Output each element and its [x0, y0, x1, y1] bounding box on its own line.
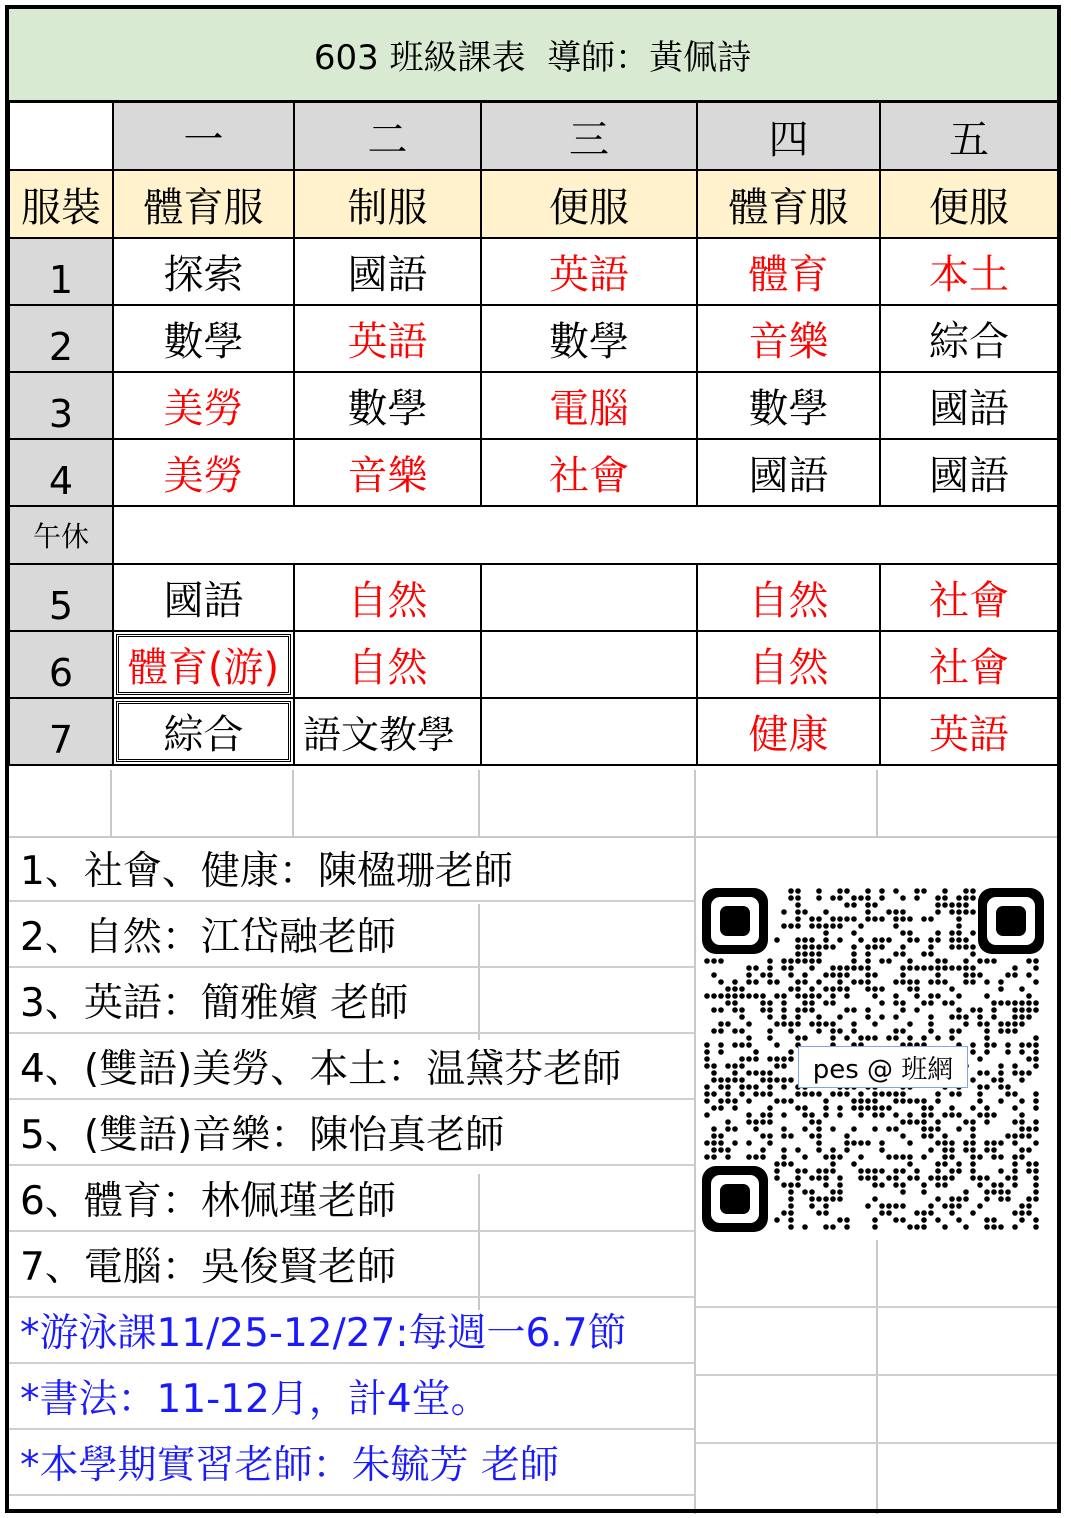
period-number: 5: [9, 564, 113, 631]
blank-spacer-row: [8, 770, 1057, 836]
note-line: 4、(雙語)美勞、本土：温黛芬老師: [8, 1034, 695, 1100]
class-cell: 語文教學: [294, 698, 481, 765]
class-cell: [481, 564, 697, 631]
attire-cell: 體育服: [113, 170, 294, 238]
note-line: 2、自然：江岱融老師: [8, 902, 695, 968]
class-cell: 社會: [880, 564, 1058, 631]
attire-label: 服裝: [9, 170, 113, 238]
class-cell: 自然: [697, 564, 880, 631]
period-number: 4: [9, 439, 113, 506]
note-line: 3、英語：簡雅嬪 老師: [8, 968, 695, 1034]
class-cell: 英語: [880, 698, 1058, 765]
day-header: 三: [481, 102, 697, 170]
class-cell: 音樂: [697, 305, 880, 372]
class-cell: 本土: [880, 238, 1058, 305]
class-cell: 體育(游): [113, 631, 294, 698]
class-cell: 社會: [880, 631, 1058, 698]
noon-label: 午休: [9, 506, 113, 564]
class-cell: 美勞: [113, 372, 294, 439]
class-cell: 數學: [481, 305, 697, 372]
class-cell: 綜合: [880, 305, 1058, 372]
period-number: 3: [9, 372, 113, 439]
day-header: 五: [880, 102, 1058, 170]
qr-label: pes @ 班網: [798, 1046, 968, 1088]
class-cell: 國語: [294, 238, 481, 305]
day-header: 一: [113, 102, 294, 170]
note-line: 6、體育：林佩瑾老師: [8, 1166, 695, 1232]
attire-cell: 制服: [294, 170, 481, 238]
period-number: 7: [9, 698, 113, 765]
noon-break-cell: [113, 506, 1058, 564]
period-number: 1: [9, 238, 113, 305]
class-cell: 自然: [294, 631, 481, 698]
class-cell: 國語: [880, 439, 1058, 506]
class-cell: [481, 631, 697, 698]
class-cell: 體育: [697, 238, 880, 305]
attire-cell: 便服: [481, 170, 697, 238]
note-line: *本學期實習老師：朱毓芳 老師: [8, 1430, 695, 1496]
teacher-notes: [8, 836, 695, 1496]
day-header: 四: [697, 102, 880, 170]
right-grid-cells: [695, 1240, 1057, 1444]
class-cell: 國語: [880, 372, 1058, 439]
class-cell: 國語: [113, 564, 294, 631]
period-number: 6: [9, 631, 113, 698]
class-cell: 數學: [697, 372, 880, 439]
class-cell: 數學: [113, 305, 294, 372]
class-cell: 美勞: [113, 439, 294, 506]
attire-cell: 體育服: [697, 170, 880, 238]
class-cell: 數學: [294, 372, 481, 439]
class-cell: 音樂: [294, 439, 481, 506]
attire-cell: 便服: [880, 170, 1058, 238]
class-cell: 自然: [697, 631, 880, 698]
class-cell: 電腦: [481, 372, 697, 439]
schedule-table: [8, 101, 1059, 766]
class-cell: 自然: [294, 564, 481, 631]
class-cell: 英語: [294, 305, 481, 372]
page-title: 603 班級課表 導師：黃佩詩: [8, 8, 1057, 102]
corner-cell: [9, 102, 113, 170]
class-cell: 社會: [481, 439, 697, 506]
note-line: 7、電腦：吳俊賢老師: [8, 1232, 695, 1298]
class-cell: 英語: [481, 238, 697, 305]
class-cell: 探索: [113, 238, 294, 305]
note-line: 1、社會、健康：陳楹珊老師: [8, 836, 695, 902]
period-number: 2: [9, 305, 113, 372]
class-cell: 健康: [697, 698, 880, 765]
note-line: *書法：11-12月，計4堂。: [8, 1364, 695, 1430]
class-cell: 綜合: [113, 698, 294, 765]
class-cell: [481, 698, 697, 765]
class-cell: 國語: [697, 439, 880, 506]
day-header: 二: [294, 102, 481, 170]
note-line: *游泳課11/25-12/27:每週一6.7節: [8, 1298, 695, 1364]
note-line: 5、(雙語)音樂：陳怡真老師: [8, 1100, 695, 1166]
